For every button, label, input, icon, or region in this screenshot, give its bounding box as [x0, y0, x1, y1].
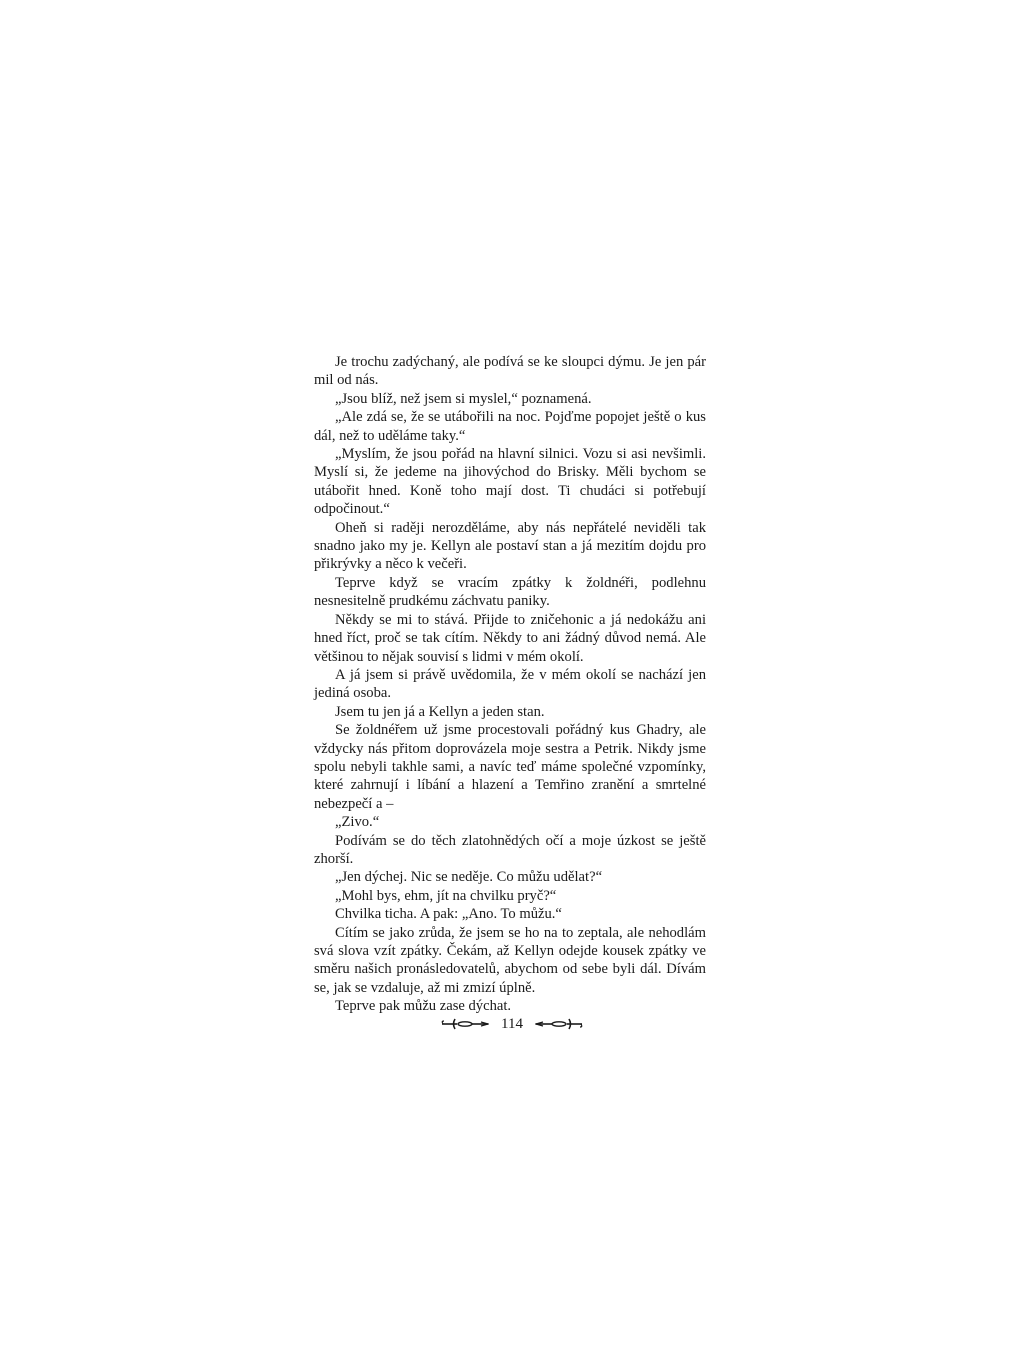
paragraph: Se žoldnéřem už jsme procestovali pořádný kus Ghadry, ale vždycky nás přitom doprovázela moje sestra a Petrik. Nikdy jsme spolu nebyli takhle sami, a navíc teď máme společné vzpomínky, které zahrnují i líbání a hlazení a Temřino zranění a smrtelné nebezpečí a –: [314, 722, 706, 812]
paragraph: A já jsem si právě uvědomila, že v mém okolí se nachází jen jediná osoba.: [314, 666, 706, 702]
flourish-right-icon: [535, 1016, 583, 1032]
paragraph: Chvilka ticha. A pak: „Ano. To můžu.“: [335, 906, 562, 923]
paragraph: „Zivo.“: [335, 814, 380, 831]
flourish-left-icon: [441, 1016, 489, 1032]
paragraph: Teprve když se vracím zpátky k žoldnéři, podlehnu nesnesitelně prudkému záchvatu paniky.: [314, 574, 706, 610]
paragraph: „Jen dýchej. Nic se neděje. Co můžu udělat?“: [335, 869, 603, 886]
paragraph: Je trochu zadýchaný, ale podívá se ke sloupci dýmu. Je jen pár mil od nás.: [314, 354, 706, 389]
paragraph: Oheň si raději nerozděláme, aby nás nepřátelé neviděli tak snadno jako my je. Kellyn ale postaví stan a já mezitím dojdu pro přikrývky a něco k večeři.: [314, 519, 706, 573]
paragraph: Někdy se mi to stává. Přijde to zničehonic a já nedokážu ani hned říct, proč se tak cítím. Někdy to ani žádný důvod nemá. Ale většinou to nějak souvisí s lidmi v mém okolí.: [314, 611, 706, 665]
paragraph: „Ale zdá se, že se utábořili na noc. Pojďme popojet ještě o kus dál, než to uděláme taky.“: [314, 409, 706, 444]
body-text: [314, 353, 706, 1016]
page-footer: [0, 1012, 1024, 1036]
paragraph: Jsem tu jen já a Kellyn a jeden stan.: [335, 703, 545, 720]
paragraph: „Myslím, že jsou pořád na hlavní silnici. Vozu si asi nevšimli. Myslí si, že jedeme na jihovýchod do Brisky. Měli bychom se utábořit hned. Koně toho mají dost. Ti chudáci si potřebují odpočinout.“: [314, 446, 706, 518]
paragraph: Cítím se jako zrůda, že jsem se ho na to zeptala, ale nehodlám svá slova vzít zpátky. Čekám, až Kellyn odejde kousek zpátky ve směru našich pronásledovatelů, abychom od sebe byli dál. Dívám se, jak se vzdaluje, až mi zmizí úplně.: [314, 924, 706, 996]
page-number: 114: [501, 1016, 523, 1032]
paragraph: Teprve pak můžu zase dýchat.: [335, 998, 512, 1015]
paragraph: „Jsou blíž, než jsem si myslel,“ poznamená.: [335, 390, 592, 407]
paragraph: Podívám se do těch zlatohnědých očí a moje úzkost se ještě zhorší.: [314, 832, 706, 867]
paragraph: „Mohl bys, ehm, jít na chvilku pryč?“: [335, 887, 557, 904]
